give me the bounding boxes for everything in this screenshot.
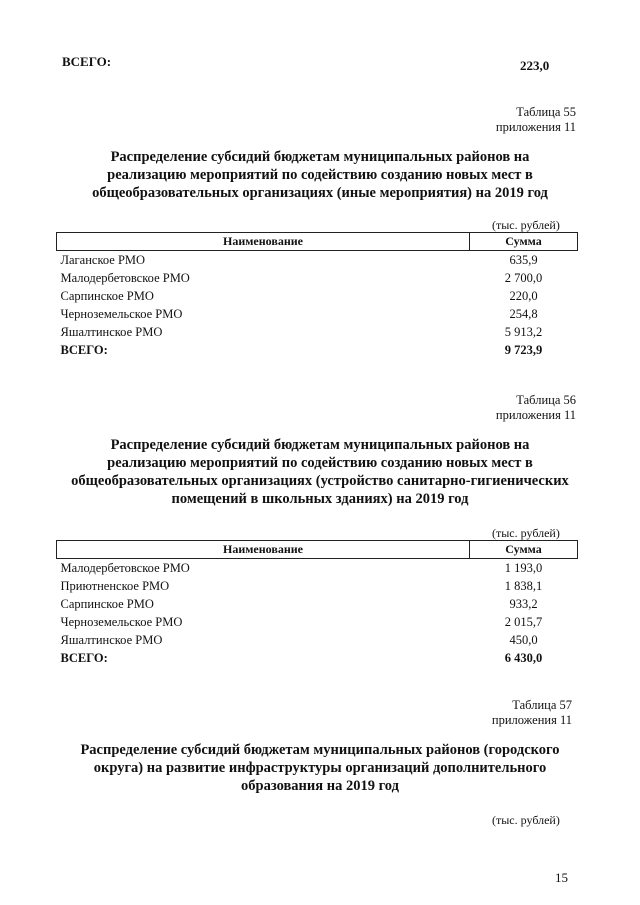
- table-row: [57, 559, 578, 578]
- total-sum: 9 723,9: [504, 342, 543, 357]
- table-caption-number: Таблица 57: [512, 698, 572, 712]
- table-caption-appendix: приложения 11: [495, 408, 576, 422]
- row-name: Сарпинское РМО: [60, 288, 154, 303]
- table-57-unit: (тыс. рублей): [492, 813, 560, 827]
- top-total-label: ВСЕГО:: [62, 54, 112, 69]
- table-57-caption: [426, 698, 572, 728]
- row-sum: 254,8: [509, 306, 538, 321]
- title-line: Распределение субсидий бюджетам муниципальных районов (городского: [80, 742, 560, 758]
- row-name: Сарпинское РМО: [60, 596, 154, 611]
- table-56-title: [40, 436, 600, 508]
- row-name: Лаганское РМО: [60, 252, 146, 267]
- title-line: округа) на развитие инфраструктуры организаций дополнительного: [93, 760, 547, 776]
- header-sum: Сумма: [470, 233, 578, 251]
- row-sum: 1 193,0: [504, 560, 543, 575]
- table-caption-number: Таблица 55: [516, 105, 576, 119]
- row-sum: 220,0: [509, 288, 538, 303]
- header-name: Наименование: [57, 233, 470, 251]
- table-row: [57, 577, 578, 595]
- table-row: [57, 269, 578, 287]
- row-sum: 933,2: [509, 596, 538, 611]
- row-sum: 2 700,0: [504, 270, 543, 285]
- table-header-row: [57, 233, 578, 251]
- table-caption-number: Таблица 56: [516, 393, 576, 407]
- title-line: общеобразовательных организациях (устройство санитарно-гигиенических: [71, 473, 569, 489]
- row-sum: 635,9: [509, 252, 538, 267]
- row-sum: 2 015,7: [504, 614, 543, 629]
- row-name: Яшалтинское РМО: [60, 632, 163, 647]
- page-number: 15: [555, 870, 568, 885]
- table-caption-appendix: приложения 11: [495, 120, 576, 134]
- table-total-row: [57, 649, 578, 667]
- row-name: Приютненское РМО: [60, 578, 170, 593]
- title-line: Распределение субсидий бюджетам муниципальных районов на: [110, 437, 530, 453]
- header-sum: Сумма: [470, 541, 578, 559]
- row-sum: 450,0: [509, 632, 538, 647]
- table-row: [57, 287, 578, 305]
- table-row: [57, 631, 578, 649]
- table-57-title: [40, 741, 600, 795]
- table-55: [56, 232, 578, 359]
- table-55-unit: (тыс. рублей): [492, 218, 560, 232]
- table-row: [57, 323, 578, 341]
- title-line: Распределение субсидий бюджетам муниципальных районов на: [110, 149, 530, 165]
- top-total-value: 223,0: [520, 58, 550, 73]
- table-55-caption: [430, 105, 576, 135]
- table-row: [57, 305, 578, 323]
- row-sum: 1 838,1: [504, 578, 543, 593]
- title-line: реализацию мероприятий по содействию созданию новых мест в: [107, 167, 533, 183]
- total-sum: 6 430,0: [504, 650, 543, 665]
- row-name: Черноземельское РМО: [60, 614, 183, 629]
- table-total-row: [57, 341, 578, 359]
- table-header-row: [57, 541, 578, 559]
- table-row: [57, 613, 578, 631]
- row-name: Малодербетовское РМО: [60, 270, 190, 285]
- title-line: реализацию мероприятий по содействию созданию новых мест в: [107, 455, 533, 471]
- row-name: Яшалтинское РМО: [60, 324, 163, 339]
- header-name: Наименование: [57, 541, 470, 559]
- table-row: [57, 595, 578, 613]
- table-row: [57, 251, 578, 270]
- table-56-caption: [430, 393, 576, 423]
- row-name: Малодербетовское РМО: [60, 560, 190, 575]
- total-name: ВСЕГО:: [60, 650, 108, 665]
- total-name: ВСЕГО:: [60, 342, 108, 357]
- row-name: Черноземельское РМО: [60, 306, 183, 321]
- title-line: помещений в школьных зданиях) на 2019 год: [171, 491, 469, 507]
- table-56-unit: (тыс. рублей): [492, 526, 560, 540]
- title-line: образования на 2019 год: [241, 778, 399, 794]
- title-line: общеобразовательных организациях (иные мероприятия) на 2019 год: [92, 185, 548, 201]
- row-sum: 5 913,2: [504, 324, 543, 339]
- table-caption-appendix: приложения 11: [491, 713, 572, 727]
- table-56: [56, 540, 578, 667]
- table-55-title: [40, 148, 600, 202]
